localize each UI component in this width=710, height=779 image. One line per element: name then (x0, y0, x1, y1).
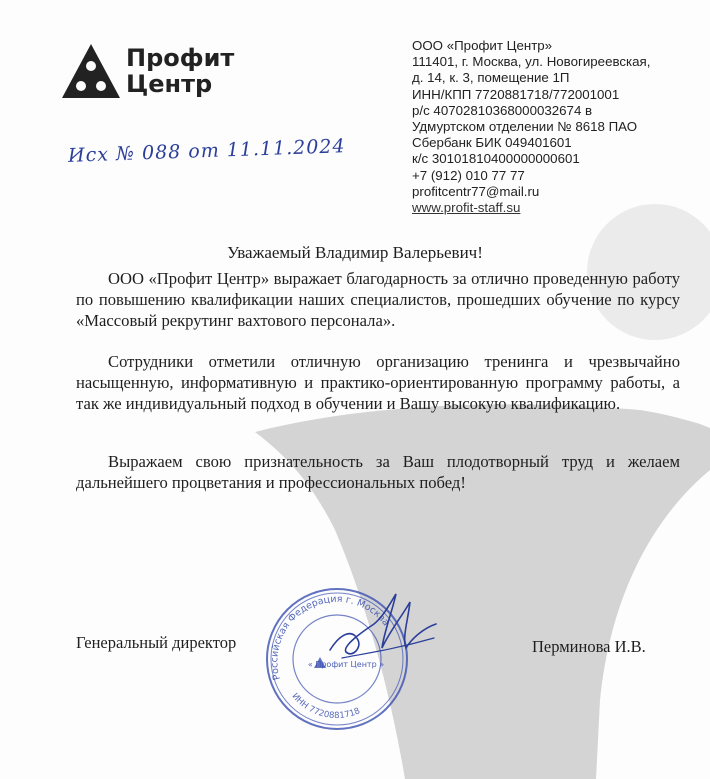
requisite-line: ООО «Профит Центр» (412, 38, 553, 53)
email-address: profitcentr77@mail.ru (412, 183, 540, 199)
paragraph-2: Сотрудники отметили отличную организацию тренинга и чрезвычайно насыщенную, информативную и практико-ориентированную программу работы, а так же индивидуальный подход в обучении и Вашу высокую квалификацию. (76, 352, 680, 413)
logo-wordmark (126, 45, 234, 97)
paragraph-1: ООО «Профит Центр» выражает благодарность за отлично проведенную работу по повышению квалификации наших специалистов, прошедших обучение по курсу «Массовый рекрутинг вахтового персонала». (76, 269, 680, 330)
stamp-center-text: « Профит Центр » (307, 660, 385, 669)
requisite-line: р/с 40702810368000032674 в (412, 102, 593, 118)
requisite-line: д. 14, к. 3, помещение 1П (412, 70, 570, 86)
signatory-role: Генеральный директор (76, 633, 237, 652)
stamp-outer-text: Российская Федерация г. Москва (269, 593, 392, 682)
requisite-line: Удмуртском отделении № 8618 ПАО (412, 119, 638, 135)
logo-line-1: Профит (126, 44, 235, 72)
requisite-line: ИНН/КПП 7720881718/772001001 (412, 86, 620, 102)
handwritten-signature (322, 588, 442, 678)
company-logo (60, 42, 234, 100)
requisite-line: к/с 30101810400000000601 (412, 151, 580, 167)
company-requisites (412, 38, 650, 216)
phone-number: +7 (912) 010 77 77 (412, 167, 525, 183)
salutation: Уважаемый Владимир Валерьевич! (227, 243, 483, 262)
svg-text:ИНН 7720881718 (290, 691, 362, 721)
stamp-inn: ИНН 7720881718 (289, 691, 362, 722)
logo-line-2: Центр (126, 70, 213, 98)
paragraph-3: Выражаем свою признательность за Ваш плодотворный труд и желаем дальнейшего процветания и профессиональных побед! (76, 452, 680, 492)
signatory-name: Перминова И.В. (532, 637, 646, 656)
requisite-line: Сбербанк БИК 049401601 (412, 135, 572, 151)
logo-triangle-icon (60, 42, 122, 100)
outgoing-number: Исх № 088 от 11.11.2024 (67, 135, 346, 167)
requisite-line: 111401, г. Москва, ул. Новогиреевская, (412, 54, 651, 70)
website-link[interactable]: www.profit-staff.su (412, 200, 521, 216)
